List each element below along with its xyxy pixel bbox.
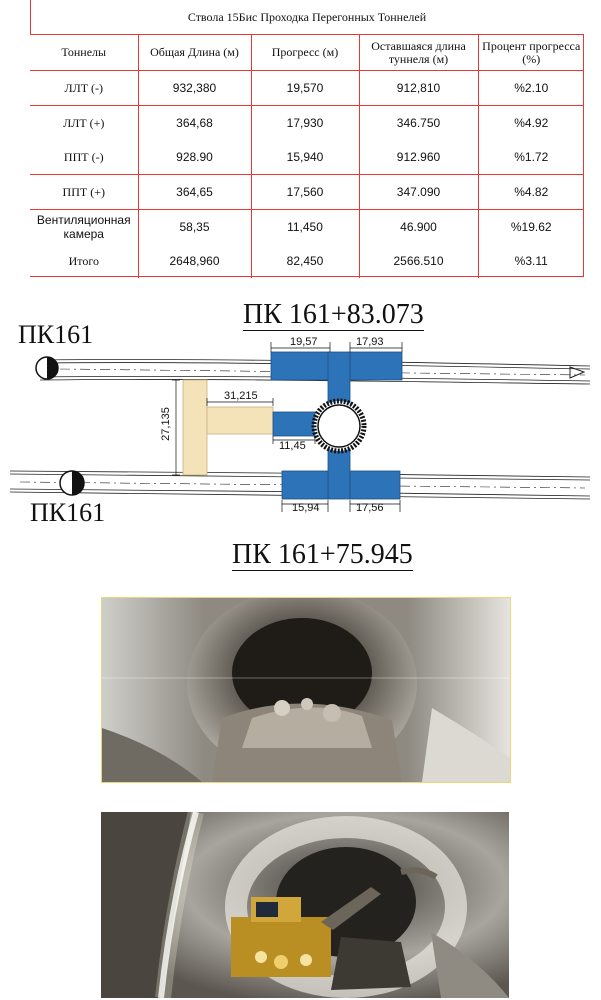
tunnel-diagram: [0, 290, 601, 590]
cell-total: 58,35: [138, 210, 251, 245]
table-title: Ствола 15Бис Проходка Перегонных Тоннелей: [187, 9, 427, 24]
pk-top-label: ПК 161+83.073: [243, 299, 424, 330]
table-row: [30, 244, 584, 278]
table-row: [30, 175, 584, 210]
cell-remaining: 346.750: [359, 106, 478, 141]
table-row: [30, 71, 584, 106]
dim-bottom-left: 15,94: [292, 502, 320, 514]
cell-total: 2648,960: [138, 244, 251, 278]
cell-percent: %2.10: [478, 71, 584, 106]
cell-name: Вентиляционная камера: [36, 213, 131, 241]
header-percent: Процент прогресса (%): [478, 35, 584, 71]
cell-name: ЛЛТ (-): [30, 71, 138, 106]
cell-progress: 19,570: [251, 71, 359, 106]
cell-percent: %3.11: [478, 244, 584, 278]
cell-percent: %4.92: [478, 106, 584, 141]
header-tunnels: Тоннелы: [30, 35, 138, 71]
cell-total: 364,65: [138, 175, 251, 210]
shaft-circle: [314, 401, 364, 451]
dim-bottom-right: 17,56: [356, 502, 384, 514]
cell-total: 932,380: [138, 71, 251, 106]
cell-percent: %1.72: [478, 140, 584, 175]
tunnel-photo-machinery: [101, 812, 509, 998]
cell-percent: %19.62: [478, 210, 584, 245]
cell-remaining: 912,810: [359, 71, 478, 106]
header-total-length: Общая Длина (м): [138, 35, 251, 71]
cell-name: ППТ (-): [30, 140, 138, 175]
cell-remaining: 46.900: [359, 210, 478, 245]
tunnel-photo-image: [102, 598, 510, 782]
start-marker-bottom: [60, 471, 84, 495]
cell-progress: 17,930: [251, 106, 359, 141]
table-border: [30, 276, 584, 277]
dim-vent-length: 31,215: [224, 390, 258, 402]
cell-percent: %4.82: [478, 175, 584, 210]
dim-top-left: 19,57: [290, 336, 318, 348]
table-row: [30, 106, 584, 141]
header-progress: Прогресс (м): [251, 35, 359, 71]
table-row: [30, 140, 584, 175]
cell-total: 928.90: [138, 140, 251, 175]
cell-remaining: 2566.510: [359, 244, 478, 278]
cell-progress: 15,940: [251, 140, 359, 175]
table-header-row: [30, 35, 584, 71]
cell-progress: 82,450: [251, 244, 359, 278]
pk-left-top-label: ПК161: [18, 320, 94, 349]
tunnel-machinery-image: [101, 812, 509, 998]
dim-vent-progress: 11,45: [279, 440, 306, 452]
pk-bottom-label: ПК 161+75.945: [232, 539, 413, 570]
cell-name: ЛЛТ (+): [63, 115, 105, 130]
cell-name: Итого: [68, 253, 99, 268]
pk-left-bottom-label: ПК161: [30, 498, 106, 527]
dim-top-right: 17,93: [356, 336, 384, 348]
cell-progress: 11,450: [251, 210, 359, 245]
header-remaining: Оставшаяся длина туннеля (м): [359, 35, 478, 71]
tunnel-photo-excavation: [101, 597, 511, 783]
cell-progress: 17,560: [251, 175, 359, 210]
progress-grid: [30, 34, 584, 278]
cell-name: ППТ (+): [30, 175, 138, 210]
table-border: [583, 34, 584, 277]
start-marker-top: [36, 357, 58, 379]
table-row: [30, 210, 584, 245]
cell-remaining: 347.090: [359, 175, 478, 210]
cell-total: 364,68: [138, 106, 251, 141]
cell-remaining: 912.960: [359, 140, 478, 175]
progress-table: [30, 0, 584, 277]
dim-vertical: 27,135: [160, 407, 172, 441]
